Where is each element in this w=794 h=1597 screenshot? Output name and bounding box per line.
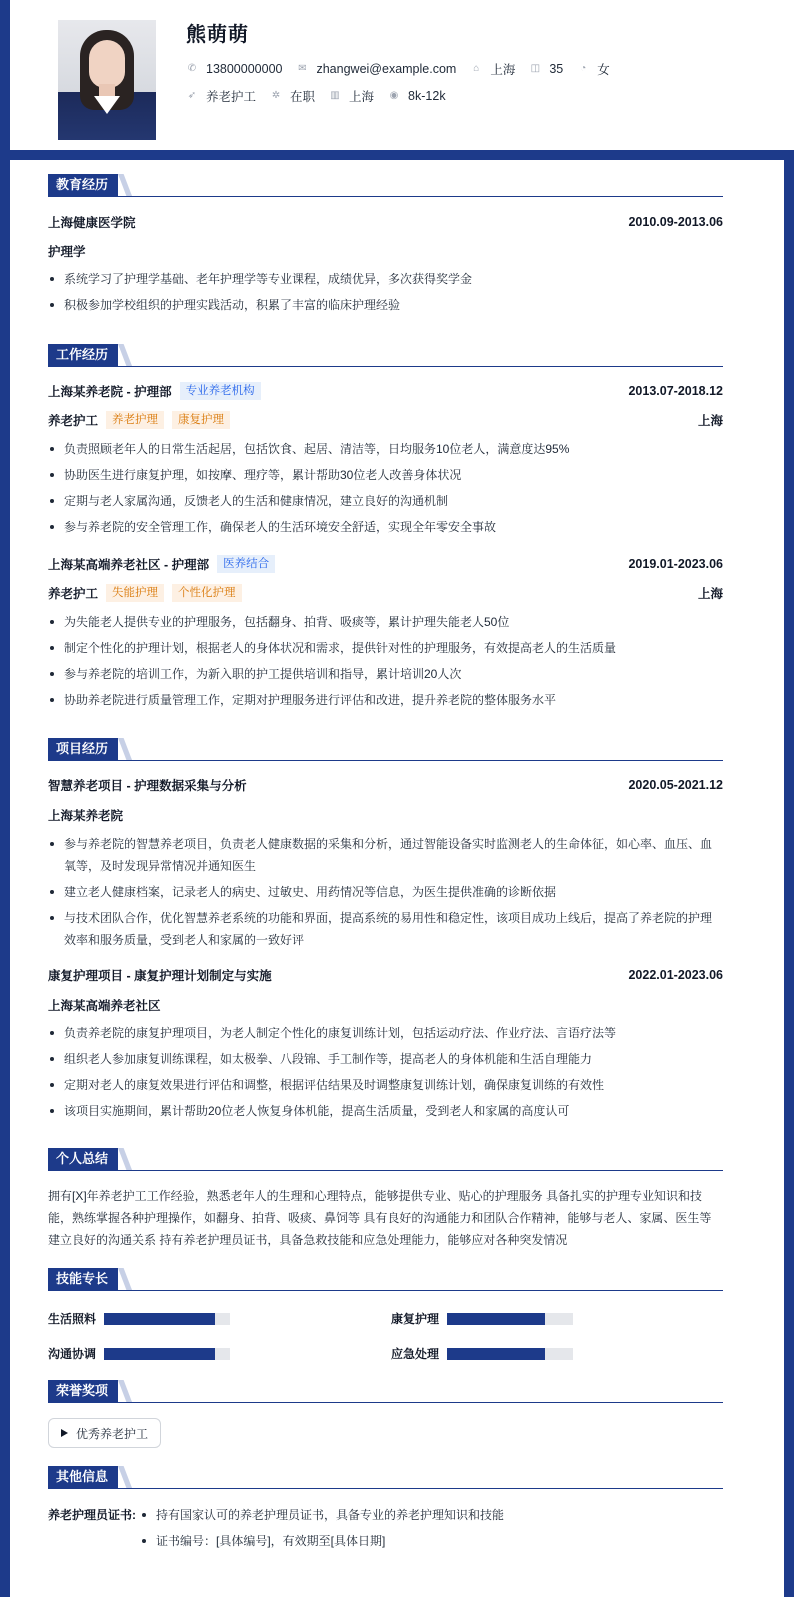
skill-tag: 养老护理 bbox=[106, 411, 164, 429]
list-item: 该项目实施期间，累计帮助20位老人恢复身体机能，提高生活质量，受到老人和家属的高度认可 bbox=[48, 1100, 723, 1122]
skills-grid bbox=[48, 1310, 723, 1362]
section-summary bbox=[48, 1148, 723, 1170]
list-item: 负责养老院的康复护理项目，为老人制定个性化的康复训练计划，包括运动疗法、作业疗法、言语疗法等 bbox=[48, 1022, 723, 1044]
section-projects bbox=[48, 738, 723, 760]
school-name: 上海健康医学院 bbox=[48, 216, 136, 230]
list-item: 制定个性化的护理计划，根据老人的身体状况和需求，提供针对性的护理服务，有效提高老人的生活质量 bbox=[48, 637, 723, 659]
project-period: 2022.01-2023.06 bbox=[628, 968, 723, 982]
section-title: 工作经历 bbox=[48, 344, 118, 366]
work-role-row bbox=[48, 584, 723, 602]
education-period: 2010.09-2013.06 bbox=[628, 215, 723, 229]
age-value: 35 bbox=[549, 62, 564, 76]
list-item: 定期与老人家属沟通，反馈老人的生活和健康情况，建立良好的沟通机制 bbox=[48, 490, 723, 512]
email-value: zhangwei@example.com bbox=[316, 62, 457, 76]
section-title: 技能专长 bbox=[48, 1268, 118, 1290]
skill-name: 应急处理 bbox=[391, 1347, 440, 1361]
building-icon: ▥ bbox=[330, 90, 340, 101]
section-work bbox=[48, 344, 723, 366]
role-name: 养老护工 bbox=[48, 587, 99, 601]
status-icon: ✲ bbox=[271, 90, 281, 101]
skill-item bbox=[391, 1310, 723, 1327]
work-item-header bbox=[48, 382, 723, 400]
skill-bar bbox=[104, 1313, 230, 1325]
work-period: 2019.01-2023.06 bbox=[628, 557, 723, 571]
list-item: 证书编号：[具体编号]，有效期至[具体日期] bbox=[140, 1530, 504, 1552]
profile-photo bbox=[58, 20, 156, 140]
company-name: 上海某养老院 - 护理部 bbox=[48, 385, 172, 399]
company-tag: 医养结合 bbox=[217, 555, 275, 573]
work-location: 上海 bbox=[697, 414, 723, 428]
project-title: 康复护理项目 - 康复护理计划制定与实施 bbox=[48, 969, 272, 983]
education-item bbox=[48, 213, 723, 231]
skill-bar-fill bbox=[447, 1348, 545, 1360]
other-info-row bbox=[48, 1504, 723, 1552]
section-title: 荣誉奖项 bbox=[48, 1380, 118, 1402]
section-title: 其他信息 bbox=[48, 1466, 118, 1488]
skill-bar-fill bbox=[104, 1348, 215, 1360]
list-item: 参与养老院的安全管理工作，确保老人的生活环境安全舒适，实现全年零安全事故 bbox=[48, 516, 723, 538]
skill-bar bbox=[447, 1348, 573, 1360]
send-icon: ➶ bbox=[187, 90, 197, 101]
list-item: 为失能老人提供专业的护理服务，包括翻身、拍背、吸痰等，累计护理失能老人50位 bbox=[48, 611, 723, 633]
work-role-row bbox=[48, 411, 723, 429]
section-title: 项目经历 bbox=[48, 738, 118, 760]
company-name: 上海某高端养老社区 - 护理部 bbox=[48, 558, 210, 572]
home-icon: ⌂ bbox=[473, 63, 480, 74]
age-icon: ◫ bbox=[530, 63, 541, 74]
gender-icon: ◔ bbox=[580, 63, 587, 74]
list-item: 积极参加学校组织的护理实践活动，积累了丰富的临床护理经验 bbox=[48, 294, 723, 316]
award-label: 优秀养老护工 bbox=[76, 1426, 149, 1441]
work-item-header bbox=[48, 555, 723, 573]
phone-value: 13800000000 bbox=[206, 62, 283, 76]
project-header bbox=[48, 966, 723, 984]
list-item: 参与养老院的智慧养老项目，负责老人健康数据的采集和分析，通过智能设备实时监测老人的生命体征，如心率、血压、血氧等，及时发现异常情况并通知医生 bbox=[48, 833, 723, 877]
list-item: 协助医生进行康复护理，如按摩、理疗等，累计帮助30位老人改善身体状况 bbox=[48, 464, 723, 486]
section-skills bbox=[48, 1268, 723, 1290]
left-accent-bar bbox=[0, 0, 10, 1597]
list-item: 参与养老院的培训工作，为新入职的护工提供培训和指导，累计培训20人次 bbox=[48, 663, 723, 685]
company-tag: 专业养老机构 bbox=[180, 382, 261, 400]
header-divider bbox=[0, 150, 794, 160]
contact-row bbox=[186, 60, 624, 78]
role-name: 养老护工 bbox=[48, 414, 99, 428]
gender-value: 女 bbox=[597, 63, 610, 77]
list-item: 建立老人健康档案，记录老人的病史、过敏史、用药情况等信息，为医生提供准确的诊断依据 bbox=[48, 881, 723, 903]
other-key: 养老护理员证书: bbox=[48, 1508, 136, 1522]
work-period: 2013.07-2018.12 bbox=[628, 384, 723, 398]
project-period: 2020.05-2021.12 bbox=[628, 778, 723, 792]
skill-tag: 康复护理 bbox=[172, 411, 230, 429]
major: 护理学 bbox=[48, 245, 86, 259]
play-icon bbox=[61, 1429, 68, 1437]
project-org: 上海某养老院 bbox=[48, 809, 124, 823]
salary-value: 8k-12k bbox=[408, 89, 446, 103]
skill-item bbox=[391, 1345, 723, 1362]
section-awards bbox=[48, 1380, 723, 1402]
skill-bar bbox=[447, 1313, 573, 1325]
project-header bbox=[48, 776, 723, 794]
city-value: 上海 bbox=[490, 63, 516, 77]
status-value: 在职 bbox=[290, 90, 316, 104]
list-item: 协助养老院进行质量管理工作，定期对护理服务进行评估和改进，提升养老院的整体服务水平 bbox=[48, 689, 723, 711]
list-item: 定期对老人的康复效果进行评估和调整，根据评估结果及时调整康复训练计划，确保康复训练的有效性 bbox=[48, 1074, 723, 1096]
section-education bbox=[48, 174, 723, 196]
intent-row bbox=[186, 87, 460, 105]
skill-name: 生活照料 bbox=[48, 1312, 97, 1326]
job-value: 养老护工 bbox=[206, 90, 257, 104]
right-accent-bar bbox=[784, 150, 794, 1597]
list-item: 负责照顾老年人的日常生活起居，包括饮食、起居、清洁等，日均服务10位老人，满意度达95% bbox=[48, 438, 723, 460]
skill-bar-fill bbox=[104, 1313, 215, 1325]
salary-icon: ◉ bbox=[389, 90, 399, 101]
candidate-name: 熊萌萌 bbox=[186, 24, 249, 46]
section-other bbox=[48, 1466, 723, 1488]
award-chip[interactable] bbox=[48, 1418, 161, 1448]
list-item: 与技术团队合作，优化智慧养老系统的功能和界面，提高系统的易用性和稳定性，该项目成功上线后，提高了养老院的护理效率和服务质量，受到老人和家属的一致好评 bbox=[48, 907, 723, 951]
skill-tag: 个性化护理 bbox=[172, 584, 242, 602]
section-title: 教育经历 bbox=[48, 174, 118, 196]
skill-bar bbox=[104, 1348, 230, 1360]
summary-text: 拥有[X]年养老护工工作经验，熟悉老年人的生理和心理特点，能够提供专业、贴心的护理服务 具备扎实的护理专业知识和技能，熟练掌握各种护理操作，如翻身、拍背、吸痰、鼻饲等 具有良好的沟通能力和团队合作精神，能够与老人、家属、医生等建立良好的沟通关系 持有养老护理员证书，具备急救技能和应急处理能力，能够应对各种突发情况 bbox=[48, 1189, 712, 1247]
target-city-value: 上海 bbox=[349, 90, 375, 104]
skill-name: 康复护理 bbox=[391, 1312, 440, 1326]
mail-icon: ✉ bbox=[298, 63, 307, 74]
list-item: 持有国家认可的养老护理员证书，具备专业的养老护理知识和技能 bbox=[140, 1504, 504, 1526]
section-title: 个人总结 bbox=[48, 1148, 118, 1170]
profile-header bbox=[10, 0, 794, 150]
project-title: 智慧养老项目 - 护理数据采集与分析 bbox=[48, 779, 247, 793]
skill-item bbox=[48, 1345, 391, 1362]
list-item: 组织老人参加康复训练课程，如太极拳、八段锦、手工制作等，提高老人的身体机能和生活自理能力 bbox=[48, 1048, 723, 1070]
skill-item bbox=[48, 1310, 391, 1327]
list-item: 系统学习了护理学基础、老年护理学等专业课程，成绩优异，多次获得奖学金 bbox=[48, 268, 723, 290]
skill-name: 沟通协调 bbox=[48, 1347, 97, 1361]
skill-bar-fill bbox=[447, 1313, 545, 1325]
work-location: 上海 bbox=[697, 587, 723, 601]
project-org: 上海某高端养老社区 bbox=[48, 999, 161, 1013]
skill-tag: 失能护理 bbox=[106, 584, 164, 602]
phone-icon: ✆ bbox=[187, 63, 197, 74]
